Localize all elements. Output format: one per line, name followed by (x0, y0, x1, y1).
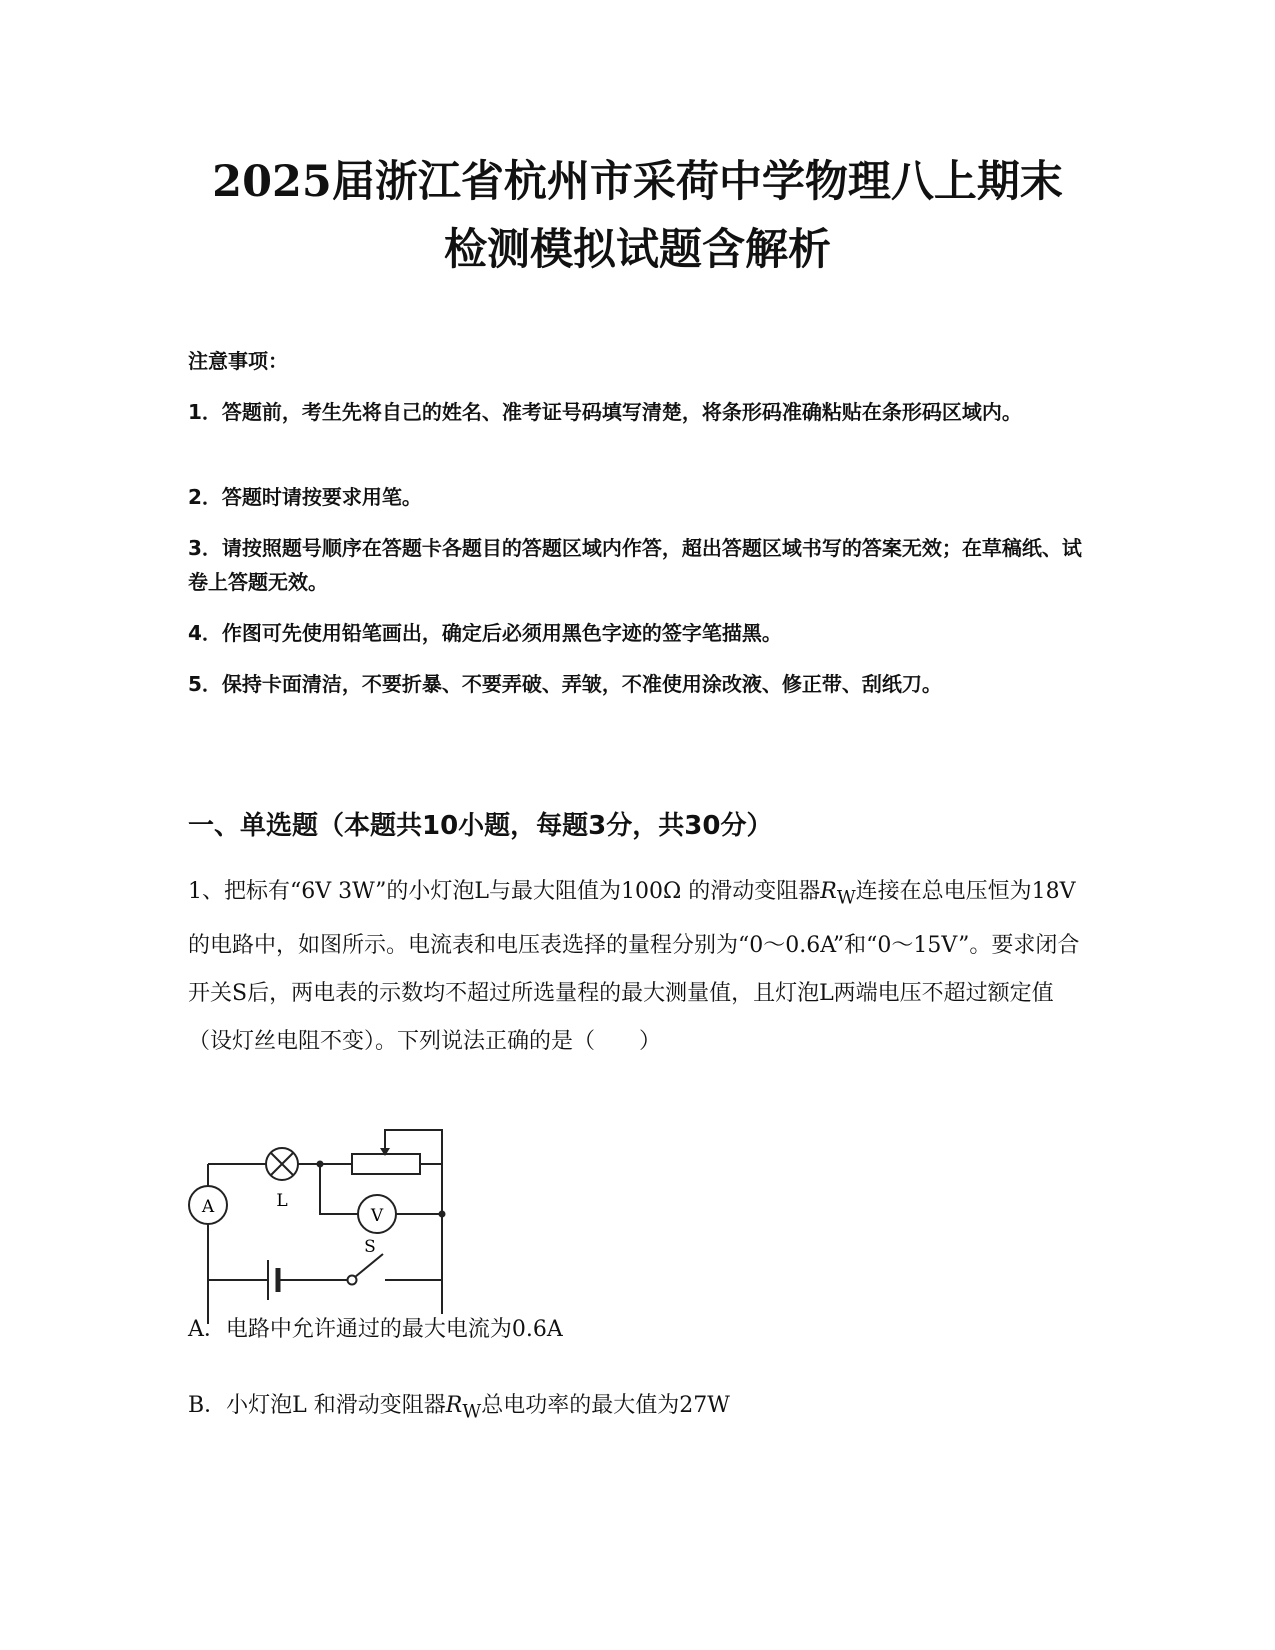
option-b-text-b: 总电功率的最大值为27W (481, 1393, 730, 1418)
ammeter-label: A (201, 1197, 215, 1217)
option-b-text-a: B．小灯泡L 和滑动变阻器 (188, 1393, 446, 1418)
rheostat-symbol: R (820, 879, 837, 904)
junction-dot (439, 1211, 446, 1218)
section-heading: 一、单选题（本题共10小题，每题3分，共30分） (188, 811, 773, 841)
question-1-text-b: 连接在总电压恒为18V的电路中，如图所示。电流表和电压表选择的量程分别为“0～0.6A”和“0～15V”。要求闭合开关S后，两电表的示数均不超过所选量程的最大测量值，且灯泡L两端电压不超过额定值（设灯丝电阻不变）。下列说法正确的是（ ） (188, 879, 1080, 1055)
battery-symbol (268, 1260, 278, 1300)
circuit-diagram (180, 1124, 470, 1324)
switch-symbol (348, 1254, 384, 1285)
notice-item-2: 2．答题时请按要求用笔。 (188, 485, 422, 509)
rheostat-subscript: W (836, 887, 856, 909)
lamp-label: L (276, 1191, 288, 1211)
title-line-1: 2025届浙江省杭州市采荷中学物理八上期末 (212, 157, 1063, 207)
option-b-rheostat-subscript: W (462, 1401, 482, 1423)
document-title (0, 148, 1275, 284)
rheostat-symbol (352, 1154, 420, 1174)
notice-item-1: 1．答题前，考生先将自己的姓名、准考证号码填写清楚，将条形码准确粘贴在条形码区域内。 (188, 400, 1022, 424)
notice-item-5: 5．保持卡面清洁，不要折暴、不要弄破、弄皱，不准使用涂改液、修正带、刮纸刀。 (188, 672, 942, 696)
notice-item-3: 3．请按照题号顺序在答题卡各题目的答题区域内作答，超出答题区域书写的答案无效；在草稿纸、试卷上答题无效。 (188, 536, 1082, 594)
switch-label: S (364, 1237, 376, 1257)
question-1-stem (188, 868, 1088, 1066)
title-line-2: 检测模拟试题含解析 (444, 225, 831, 275)
lamp-symbol (266, 1148, 298, 1180)
notice-heading: 注意事项： (188, 349, 288, 373)
option-b-rheostat-symbol: R (445, 1393, 463, 1418)
question-1-text-a: 1、把标有“6V 3W”的小灯泡L与最大阻值为100Ω 的滑动变阻器 (188, 879, 821, 904)
notice-item-4: 4．作图可先使用铅笔画出，确定后必须用黑色字迹的签字笔描黑。 (188, 621, 782, 645)
option-a: A．电路中允许通过的最大电流为0.6A (188, 1317, 563, 1342)
option-b (188, 1388, 1088, 1430)
junction-dot (317, 1161, 324, 1168)
voltmeter-label: V (370, 1206, 384, 1226)
